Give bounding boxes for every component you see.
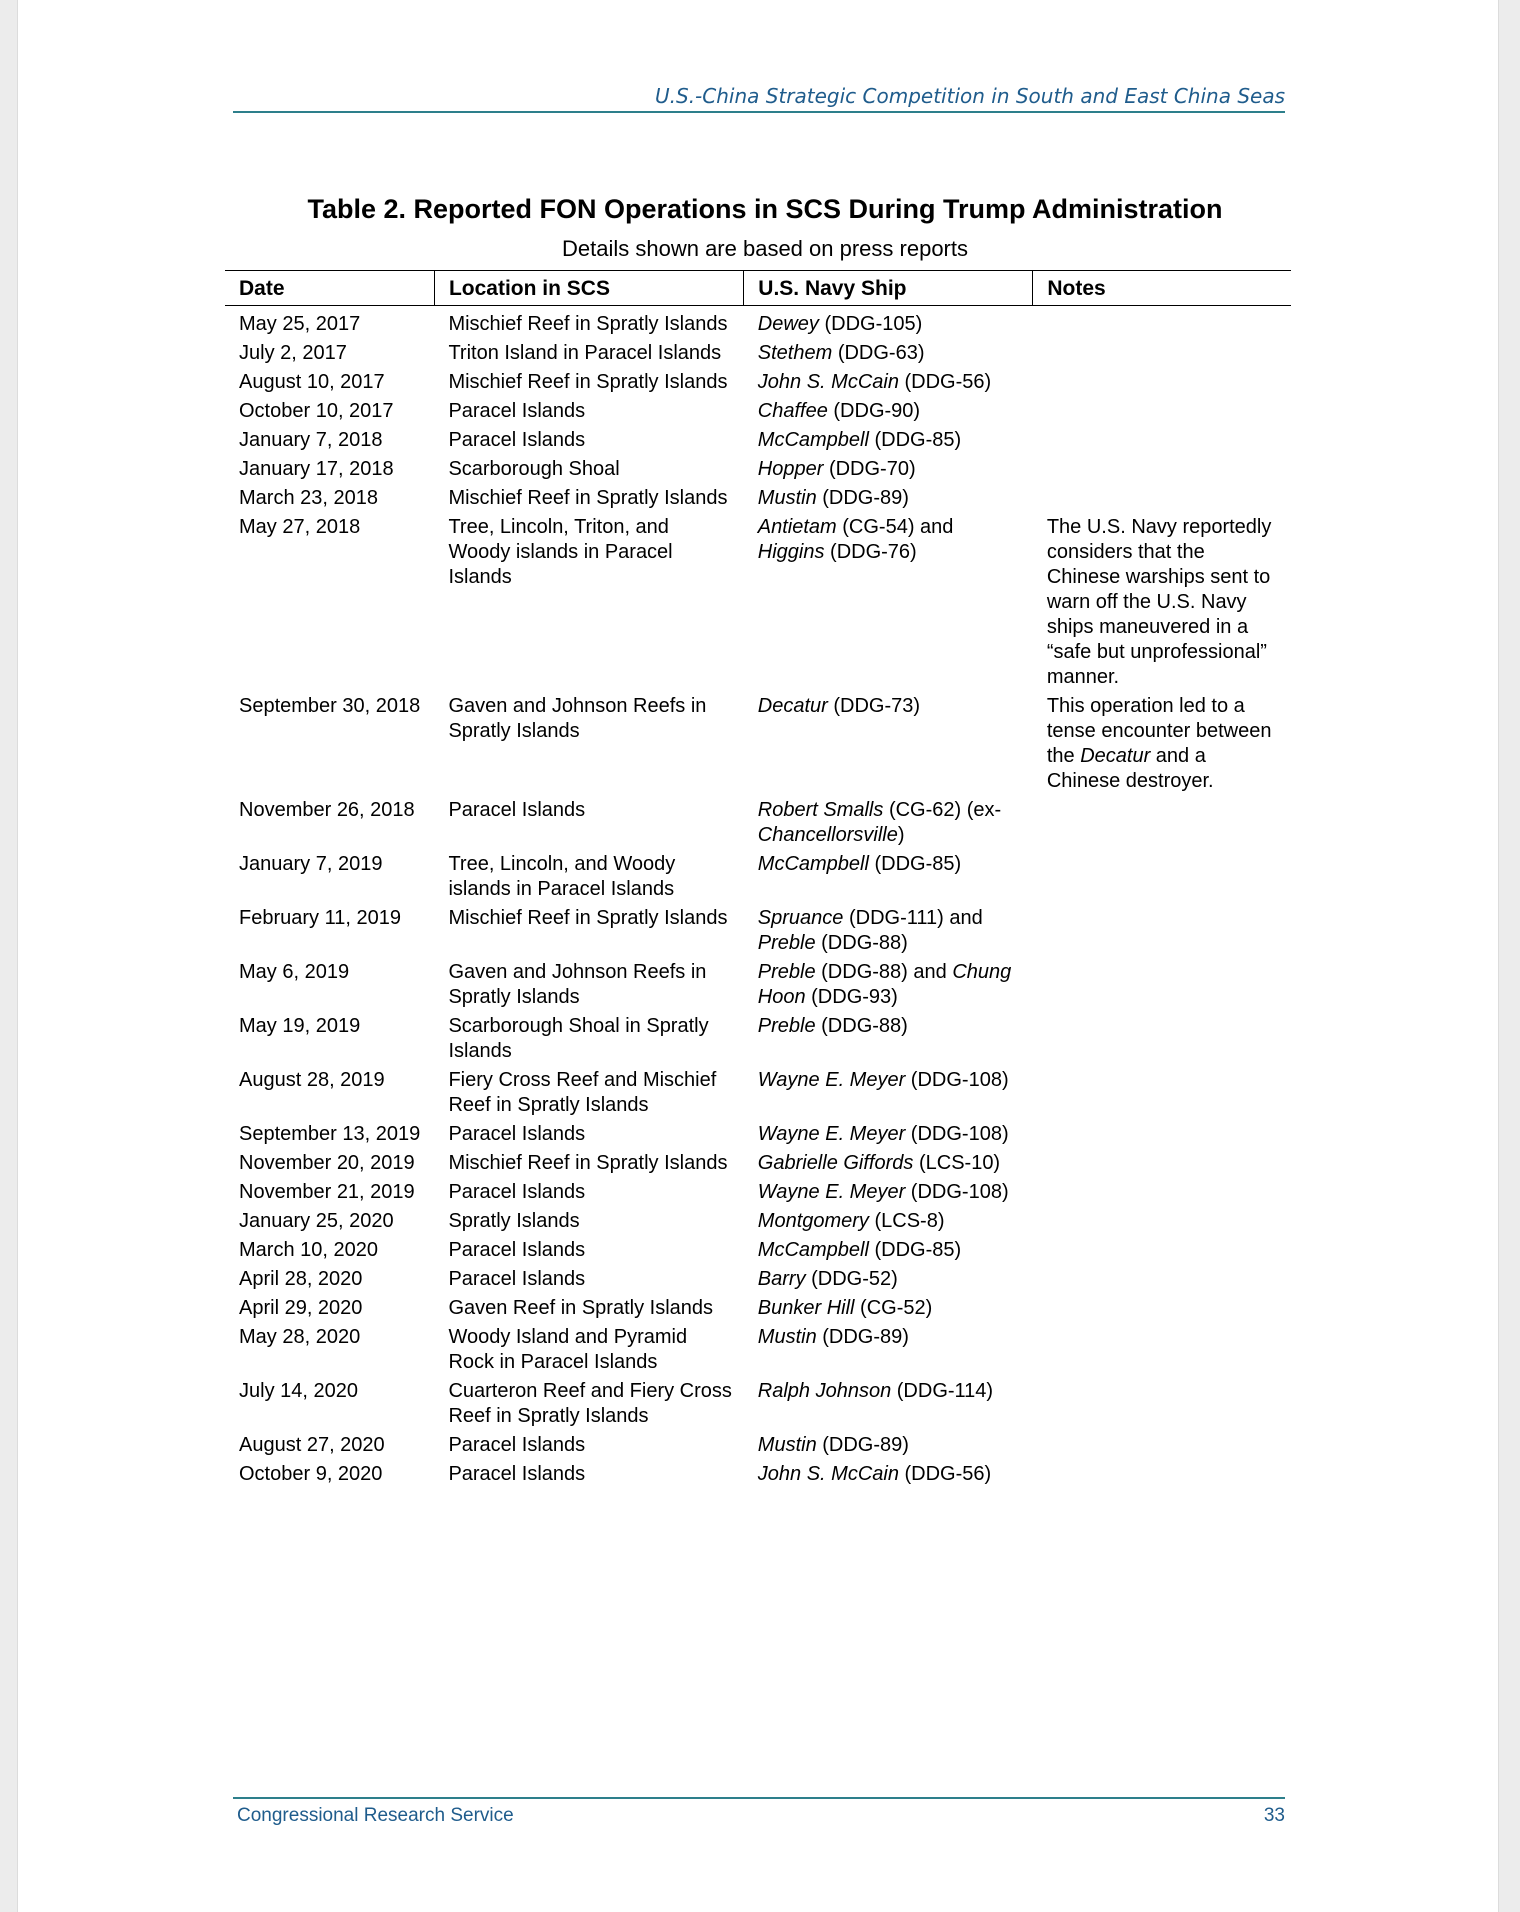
ship-segment: Mustin	[757, 1326, 817, 1348]
cell-ship	[744, 1292, 1033, 1321]
ship-segment: (LCS-8)	[868, 1210, 945, 1232]
cell-date: September 30, 2018	[239, 695, 421, 717]
cell-ship	[744, 1234, 1033, 1263]
ship-segment: Chaffee	[757, 400, 828, 422]
cell-ship	[744, 395, 1033, 424]
table-row	[225, 794, 1291, 848]
table-row	[225, 1205, 1291, 1234]
cell-ship	[744, 848, 1033, 902]
ship-segment: (DDG-85)	[868, 853, 962, 875]
table-row	[225, 1176, 1291, 1205]
cell-date: September 13, 2019	[239, 1123, 421, 1145]
table-row	[225, 1375, 1291, 1429]
cell-ship	[744, 690, 1033, 794]
table-row	[225, 453, 1291, 482]
cell-notes	[1033, 902, 1291, 956]
cell-ship	[744, 794, 1033, 848]
cell-date: August 28, 2019	[239, 1069, 385, 1091]
cell-ship	[744, 1064, 1033, 1118]
cell-notes	[1033, 848, 1291, 902]
ship-segment: Spruance	[757, 907, 844, 929]
cell-ship	[744, 1429, 1033, 1458]
notes-segment: Decatur	[1080, 745, 1151, 767]
table-title: Table 2. Reported FON Operations in SCS During Trump Administration	[307, 194, 1223, 224]
cell-location: Paracel Islands	[448, 1181, 586, 1203]
ship-segment: (DDG-105)	[818, 313, 923, 335]
cell-date: August 27, 2020	[239, 1434, 385, 1456]
ship-segment: Higgins	[757, 541, 825, 563]
ship-segment: (DDG-108)	[905, 1123, 1009, 1145]
cell-location: Fiery Cross Reef and Mischief Reef in Spratly Islands	[448, 1069, 717, 1116]
cell-notes	[1033, 1010, 1291, 1064]
cell-ship	[744, 1118, 1033, 1147]
cell-ship	[744, 337, 1033, 366]
ship-segment: (DDG-85)	[868, 429, 962, 451]
cell-notes	[1033, 306, 1291, 338]
table-row	[225, 1118, 1291, 1147]
ship-segment: )	[897, 824, 905, 846]
cell-ship	[744, 1205, 1033, 1234]
cell-notes	[1033, 1263, 1291, 1292]
notes-segment: and a Chinese destroyer.	[1046, 745, 1214, 792]
cell-notes	[1033, 395, 1291, 424]
cell-location: Mischief Reef in Spratly Islands	[448, 487, 728, 509]
cell-notes	[1033, 511, 1291, 690]
cell-notes	[1033, 956, 1291, 1010]
ship-segment: (DDG-70)	[823, 458, 916, 480]
cell-notes	[1033, 1321, 1291, 1375]
ship-segment: (DDG-56)	[898, 371, 992, 393]
ship-segment: (DDG-88) and	[815, 961, 953, 983]
cell-location: Paracel Islands	[448, 799, 586, 821]
cell-notes	[1033, 1375, 1291, 1429]
ship-segment: Wayne E. Meyer	[757, 1069, 906, 1091]
cell-ship	[744, 1010, 1033, 1064]
cell-ship	[744, 453, 1033, 482]
cell-date: November 20, 2019	[239, 1152, 415, 1174]
column-header-notes: Notes	[1033, 271, 1291, 306]
table-row	[225, 337, 1291, 366]
cell-location: Gaven and Johnson Reefs in Spratly Islands	[448, 961, 707, 1008]
fon-operations-table	[225, 270, 1291, 1487]
cell-location: Paracel Islands	[448, 1239, 586, 1261]
cell-notes	[1033, 1292, 1291, 1321]
cell-location: Woody Island and Pyramid Rock in Paracel Islands	[448, 1326, 688, 1373]
cell-ship	[744, 1321, 1033, 1375]
cell-location: Scarborough Shoal	[448, 458, 620, 480]
table-row	[225, 848, 1291, 902]
cell-date: January 7, 2018	[239, 429, 383, 451]
page-number: 33	[1263, 1805, 1285, 1826]
cell-location: Mischief Reef in Spratly Islands	[448, 1152, 728, 1174]
cell-notes	[1033, 1205, 1291, 1234]
cell-date: October 9, 2020	[239, 1463, 383, 1485]
ship-segment: Wayne E. Meyer	[757, 1181, 906, 1203]
table-row	[225, 366, 1291, 395]
cell-location: Cuarteron Reef and Fiery Cross Reef in Spratly Islands	[448, 1380, 732, 1427]
cell-notes	[1033, 424, 1291, 453]
cell-notes	[1033, 1458, 1291, 1487]
cell-notes	[1033, 1147, 1291, 1176]
ship-segment: (CG-54) and	[836, 516, 954, 538]
table-row	[225, 1234, 1291, 1263]
notes-segment: This operation led to a tense encounter between the	[1046, 695, 1272, 767]
cell-date: January 17, 2018	[239, 458, 394, 480]
table-row	[225, 1458, 1291, 1487]
cell-location: Scarborough Shoal in Spratly Islands	[448, 1015, 709, 1062]
table-row	[225, 511, 1291, 690]
ship-segment: McCampbell	[757, 853, 869, 875]
cell-notes	[1033, 794, 1291, 848]
cell-ship	[744, 902, 1033, 956]
cell-date: May 27, 2018	[239, 516, 361, 538]
ship-segment: (DDG-73)	[827, 695, 921, 717]
cell-notes	[1033, 1429, 1291, 1458]
cell-notes	[1033, 1118, 1291, 1147]
cell-location: Spratly Islands	[448, 1210, 580, 1232]
cell-ship	[744, 956, 1033, 1010]
cell-location: Mischief Reef in Spratly Islands	[448, 371, 728, 393]
table-row	[225, 1064, 1291, 1118]
cell-date: February 11, 2019	[239, 907, 401, 929]
cell-date: July 2, 2017	[239, 342, 347, 364]
ship-segment: (DDG-88)	[815, 932, 908, 954]
cell-date: March 23, 2018	[239, 487, 378, 509]
cell-location: Paracel Islands	[448, 400, 586, 422]
ship-segment: (DDG-85)	[868, 1239, 962, 1261]
cell-location: Mischief Reef in Spratly Islands	[448, 313, 728, 335]
ship-segment: Dewey	[757, 313, 819, 335]
ship-segment: (DDG-111) and	[843, 907, 983, 929]
cell-location: Paracel Islands	[448, 1434, 586, 1456]
ship-segment: Hopper	[757, 458, 824, 480]
ship-segment: (DDG-89)	[816, 1434, 909, 1456]
cell-date: July 14, 2020	[239, 1380, 358, 1402]
running-header: U.S.-China Strategic Competition in South and East China Seas	[233, 84, 1285, 113]
cell-location: Tree, Lincoln, and Woody islands in Paracel Islands	[448, 853, 676, 900]
cell-date: October 10, 2017	[239, 400, 394, 422]
cell-notes	[1033, 690, 1291, 794]
ship-segment: (DDG-108)	[905, 1181, 1009, 1203]
ship-segment: (DDG-89)	[816, 1326, 909, 1348]
cell-date: November 26, 2018	[239, 799, 415, 821]
cell-location: Paracel Islands	[448, 1268, 586, 1290]
ship-segment: (DDG-108)	[905, 1069, 1009, 1091]
ship-segment: (DDG-63)	[832, 342, 925, 364]
cell-ship	[744, 1458, 1033, 1487]
cell-location: Mischief Reef in Spratly Islands	[448, 907, 728, 929]
ship-segment: McCampbell	[757, 429, 869, 451]
cell-date: January 7, 2019	[239, 853, 383, 875]
cell-date: January 25, 2020	[239, 1210, 394, 1232]
ship-segment: Decatur	[757, 695, 828, 717]
cell-ship	[744, 1176, 1033, 1205]
ship-segment: Gabrielle Giffords	[757, 1152, 914, 1174]
cell-date: May 25, 2017	[239, 313, 361, 335]
cell-date: May 6, 2019	[239, 961, 350, 983]
table-row	[225, 1321, 1291, 1375]
ship-segment: (DDG-114)	[891, 1380, 994, 1402]
ship-segment: Montgomery	[757, 1210, 869, 1232]
table-row	[225, 1263, 1291, 1292]
table-row	[225, 395, 1291, 424]
table-row	[225, 956, 1291, 1010]
cell-ship	[744, 1375, 1033, 1429]
ship-segment: (DDG-52)	[805, 1268, 898, 1290]
ship-segment: (LCS-10)	[913, 1152, 1001, 1174]
ship-segment: (DDG-88)	[815, 1015, 908, 1037]
cell-date: May 19, 2019	[239, 1015, 361, 1037]
cell-ship	[744, 511, 1033, 690]
ship-segment: Chancellorsville	[757, 824, 898, 846]
ship-segment: (DDG-89)	[816, 487, 909, 509]
ship-segment: Preble	[757, 932, 816, 954]
notes-segment: The U.S. Navy reportedly considers that the Chinese warships sent to warn off the U.S. Navy ships maneuvered in a “safe but unprofessional” manner.	[1046, 516, 1272, 688]
ship-segment: (CG-52)	[854, 1297, 933, 1319]
table-row	[225, 1292, 1291, 1321]
ship-segment: Stethem	[757, 342, 833, 364]
table-row	[225, 1429, 1291, 1458]
cell-date: August 10, 2017	[239, 371, 385, 393]
table-row	[225, 902, 1291, 956]
ship-segment: Robert Smalls	[757, 799, 884, 821]
cell-location: Paracel Islands	[448, 1123, 586, 1145]
ship-segment: Barry	[757, 1268, 806, 1290]
cell-location: Gaven Reef in Spratly Islands	[448, 1297, 714, 1319]
column-header-date: Date	[225, 271, 434, 306]
ship-segment: Mustin	[757, 487, 817, 509]
cell-notes	[1033, 366, 1291, 395]
ship-segment: Antietam	[757, 516, 837, 538]
cell-location: Tree, Lincoln, Triton, and Woody islands in Paracel Islands	[448, 516, 673, 588]
ship-segment: Preble	[757, 1015, 816, 1037]
cell-date: April 28, 2020	[239, 1268, 363, 1290]
cell-notes	[1033, 453, 1291, 482]
ship-segment: Mustin	[757, 1434, 817, 1456]
document-page	[18, 0, 1498, 1912]
ship-segment: John S. McCain	[757, 1463, 899, 1485]
table-row	[225, 424, 1291, 453]
cell-location: Paracel Islands	[448, 1463, 586, 1485]
cell-ship	[744, 424, 1033, 453]
table-body	[225, 306, 1291, 1488]
table-row	[225, 482, 1291, 511]
ship-segment: Preble	[757, 961, 816, 983]
cell-date: May 28, 2020	[239, 1326, 361, 1348]
cell-ship	[744, 1147, 1033, 1176]
table-row	[225, 690, 1291, 794]
cell-notes	[1033, 482, 1291, 511]
cell-date: March 10, 2020	[239, 1239, 378, 1261]
column-header-location: Location in SCS	[434, 271, 743, 306]
cell-ship	[744, 366, 1033, 395]
table-row	[225, 1147, 1291, 1176]
ship-segment: (CG-62) (ex-	[883, 799, 1002, 821]
ship-segment: Wayne E. Meyer	[757, 1123, 906, 1145]
ship-segment: (DDG-76)	[824, 541, 917, 563]
table-row	[225, 1010, 1291, 1064]
cell-date: November 21, 2019	[239, 1181, 415, 1203]
table-subtitle: Details shown are based on press reports	[562, 236, 968, 261]
cell-notes	[1033, 1064, 1291, 1118]
ship-segment: John S. McCain	[757, 371, 899, 393]
table-row	[225, 306, 1291, 338]
cell-location: Paracel Islands	[448, 429, 586, 451]
cell-ship	[744, 1263, 1033, 1292]
cell-ship	[744, 306, 1033, 338]
cell-location: Gaven and Johnson Reefs in Spratly Islands	[448, 695, 707, 742]
column-header-ship: U.S. Navy Ship	[744, 271, 1033, 306]
footer-organization: Congressional Research Service	[237, 1805, 514, 1826]
running-footer	[233, 1797, 1285, 1827]
ship-segment: (DDG-56)	[898, 1463, 992, 1485]
table-header-row	[225, 271, 1291, 306]
cell-notes	[1033, 1176, 1291, 1205]
cell-notes	[1033, 337, 1291, 366]
ship-segment: Chung Hoon	[757, 961, 1012, 1008]
ship-segment: (DDG-90)	[827, 400, 921, 422]
cell-notes	[1033, 1234, 1291, 1263]
cell-location: Triton Island in Paracel Islands	[448, 342, 722, 364]
ship-segment: Bunker Hill	[757, 1297, 855, 1319]
ship-segment: Ralph Johnson	[757, 1380, 892, 1402]
ship-segment: McCampbell	[757, 1239, 869, 1261]
cell-ship	[744, 482, 1033, 511]
ship-segment: (DDG-93)	[805, 986, 898, 1008]
cell-date: April 29, 2020	[239, 1297, 363, 1319]
